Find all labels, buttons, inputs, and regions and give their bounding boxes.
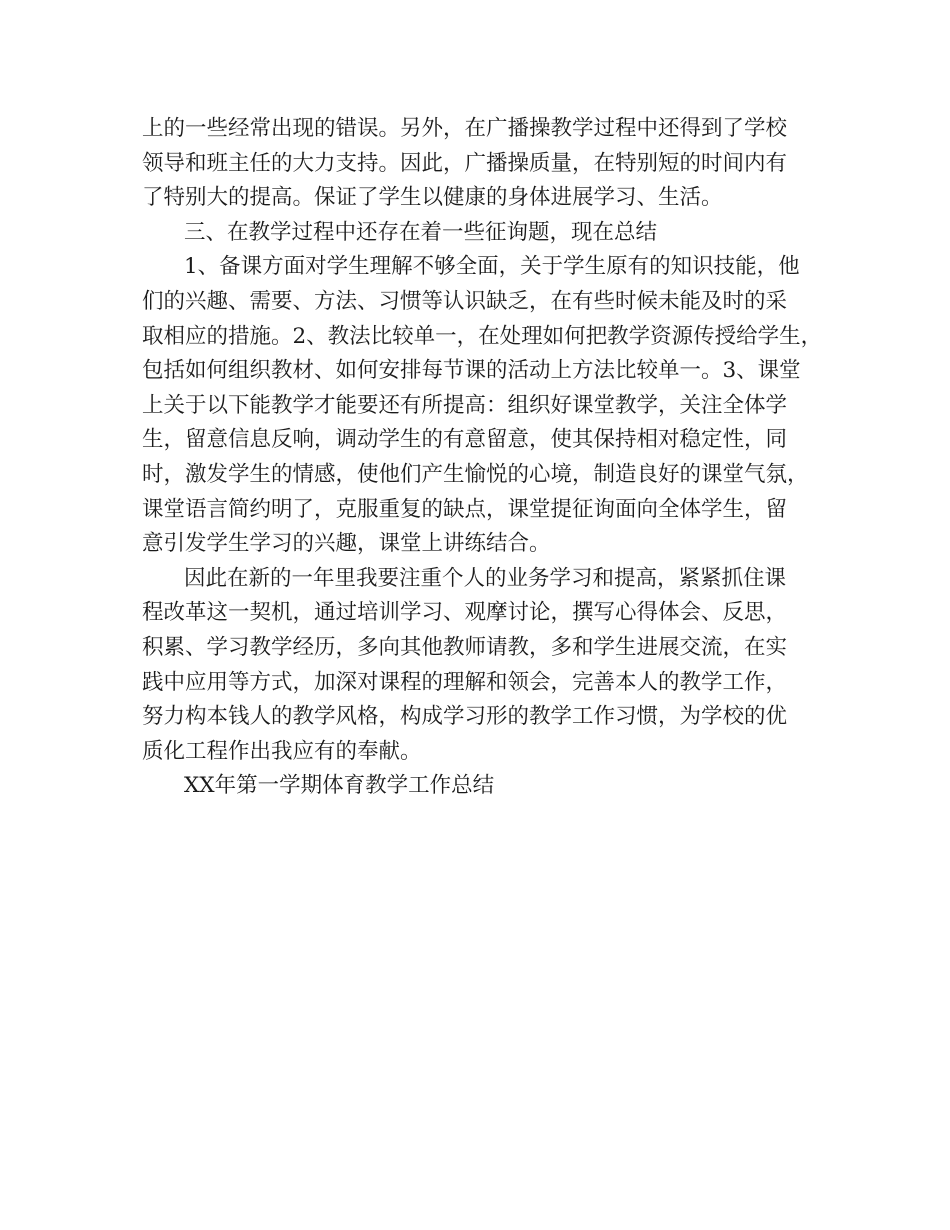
text-line: 上的一些经常出现的错误。另外，在广播操教学过程中还得到了学校 xyxy=(142,116,788,141)
paragraph-continuation xyxy=(142,112,822,216)
text-line: 积累、学习教学经历，多向其他教师请教，多和学生进展交流，在实 xyxy=(142,634,788,660)
text-line: 践中应用等方式，加深对课程的理解和领会，完善本人的教学工作， xyxy=(142,669,788,695)
text-line: 因此在新的一年里我要注重个人的业务学习和提高，紧紧抓住课 xyxy=(184,565,787,591)
text-line: XX年第一学期体育教学工作总结 xyxy=(184,773,495,799)
paragraph-plan xyxy=(142,562,822,770)
text-line: 努力构本钱人的教学风格，构成学习形的教学工作习惯，为学校的优 xyxy=(142,704,788,730)
text-line: 包括如何组织教材、如何安排每节课的活动上方法比较单一。3、课堂 xyxy=(142,358,801,384)
text-line: 领导和班主任的大力支持。因此，广播操质量，在特别短的时间内有 xyxy=(142,150,788,176)
text-line: 取相应的措施。2、教法比较单一，在处理如何把教学资源传授给学生， xyxy=(142,323,823,349)
text-line: 上关于以下能教学才能要还有所提高：组织好课堂教学，关注全体学 xyxy=(142,392,788,418)
text-line: 三、在教学过程中还存在着一些征询题，现在总结 xyxy=(184,219,658,245)
text-line: 程改革这一契机，通过培训学习、观摩讨论，撰写心得体会、反思， xyxy=(142,600,788,626)
document-body xyxy=(142,112,822,804)
text-line: 们的兴趣、需要、方法、习惯等认识缺乏，在有些时候未能及时的采 xyxy=(142,288,788,314)
document-title-line xyxy=(142,769,822,804)
text-line: 1、备课方面对学生理解不够全面，关于学生原有的知识技能，他 xyxy=(184,254,800,280)
section-heading-three xyxy=(142,216,822,251)
text-line: 时，激发学生的情感，使他们产生愉悦的心境，制造良好的课堂气氛， xyxy=(142,461,809,487)
text-line: 生，留意信息反响，调动学生的有意留意，使其保持相对稳定性，同 xyxy=(142,427,788,453)
paragraph-problems xyxy=(142,250,822,561)
text-line: 质化工程作出我应有的奉献。 xyxy=(142,738,422,764)
text-line: 了特别大的提高。保证了学生以健康的身体进展学习、生活。 xyxy=(142,185,723,211)
text-line: 意引发学生学习的兴趣，课堂上讲练结合。 xyxy=(142,531,551,557)
text-line: 课堂语言简约明了，克服重复的缺点，课堂提征询面向全体学生，留 xyxy=(142,496,788,522)
